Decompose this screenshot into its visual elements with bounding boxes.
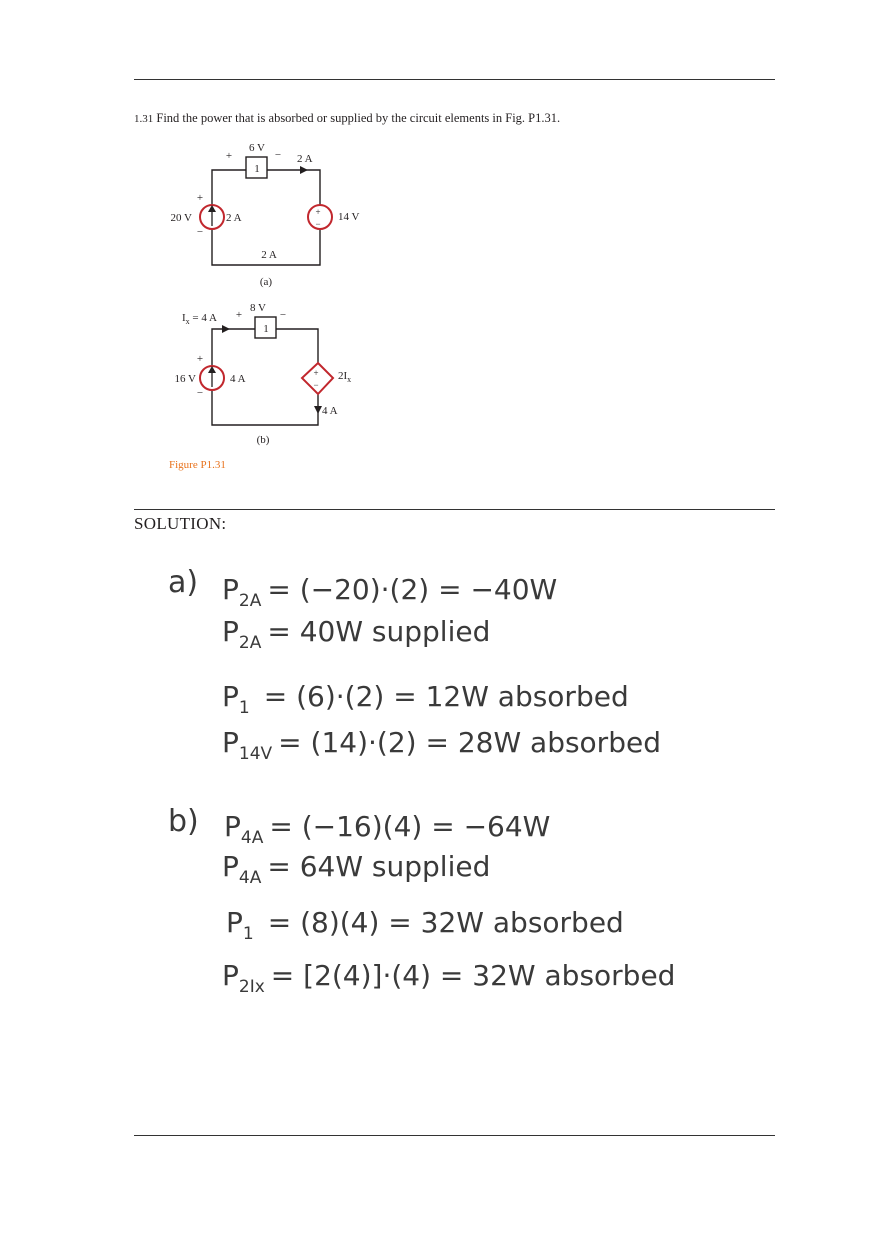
line-symbol: P	[222, 959, 239, 992]
line-expression: = (−20)·(2) = −40W	[267, 573, 558, 606]
line-expression: = (6)·(2) = 12W absorbed	[263, 680, 629, 713]
solution-line	[222, 850, 490, 888]
dep-subscript: x	[347, 375, 352, 384]
solution-line	[224, 810, 550, 848]
solution-line	[222, 959, 675, 997]
line-symbol: P	[222, 850, 239, 883]
solution-heading: SOLUTION:	[134, 514, 227, 533]
part-b-label: b)	[168, 804, 199, 839]
sublabel-a: (a)	[259, 276, 273, 288]
solution-line	[226, 906, 624, 944]
line-subscript: 2A	[238, 633, 262, 653]
minus-sign: −	[313, 380, 319, 390]
line-expression: = 40W supplied	[267, 615, 491, 648]
plus-sign: +	[315, 207, 321, 217]
line-symbol: P	[224, 810, 241, 843]
line-symbol: P	[222, 573, 239, 606]
solution-line	[222, 726, 661, 764]
label-top-current-a: 2 A	[297, 153, 313, 165]
line-symbol: P	[226, 906, 243, 939]
line-expression: = 64W supplied	[267, 850, 491, 883]
plus-sign: +	[235, 309, 243, 321]
part-a-label: a)	[168, 565, 199, 600]
line-subscript: 14V	[238, 744, 273, 764]
minus-sign: −	[196, 387, 204, 399]
line-expression: = [2(4)]·(4) = 32W absorbed	[270, 959, 676, 992]
label-right-current-b: 4 A	[322, 405, 338, 417]
problem-number: 1.31	[134, 113, 154, 125]
solution-line	[222, 680, 629, 718]
element-1-a-label: 1	[254, 163, 260, 175]
line-subscript: 2A	[238, 591, 262, 611]
label-8v: 8 V	[250, 302, 266, 314]
solution-part-a	[168, 565, 661, 764]
plus-sign: +	[196, 192, 204, 204]
line-subscript: 4A	[240, 828, 264, 848]
line-symbol: P	[222, 726, 239, 759]
ix-symbol: I	[182, 312, 186, 324]
plus-sign: +	[196, 353, 204, 365]
plus-sign: +	[225, 150, 233, 162]
problem-text: Find the power that is absorbed or supplied by the circuit elements in Fig. P1.31.	[156, 111, 561, 125]
dep-coef: 2I	[338, 370, 348, 382]
line-subscript: 1	[238, 698, 250, 718]
ix-subscript: x	[185, 317, 190, 326]
sublabel-b: (b)	[256, 434, 270, 446]
label-source-current-b: 4 A	[230, 373, 246, 385]
solution-part-b	[168, 804, 675, 997]
label-16v: 16 V	[174, 373, 196, 385]
minus-sign: −	[279, 309, 287, 321]
label-source-current-a: 2 A	[226, 212, 242, 224]
label-bottom-current-a: 2 A	[261, 249, 277, 261]
plus-sign: +	[313, 368, 319, 378]
ix-value: = 4 A	[189, 312, 217, 324]
line-expression: = (14)·(2) = 28W absorbed	[278, 726, 661, 759]
element-1-b-label: 1	[263, 323, 269, 335]
label-20v: 20 V	[170, 212, 192, 224]
line-symbol: P	[222, 615, 239, 648]
line-subscript: 4A	[238, 868, 262, 888]
minus-sign: −	[315, 219, 321, 229]
line-subscript: 1	[242, 924, 254, 944]
label-6v: 6 V	[249, 142, 265, 154]
line-symbol: P	[222, 680, 239, 713]
label-14v: 14 V	[338, 211, 360, 223]
bottom-rule	[134, 1135, 775, 1136]
solution-line	[222, 615, 490, 653]
line-subscript: 2Ix	[238, 977, 265, 997]
minus-sign: −	[196, 226, 204, 238]
line-expression: = (8)(4) = 32W absorbed	[267, 906, 624, 939]
minus-sign: −	[274, 149, 282, 161]
figure-caption: Figure P1.31	[169, 459, 226, 471]
solution-line	[222, 573, 557, 611]
line-expression: = (−16)(4) = −64W	[269, 810, 551, 843]
